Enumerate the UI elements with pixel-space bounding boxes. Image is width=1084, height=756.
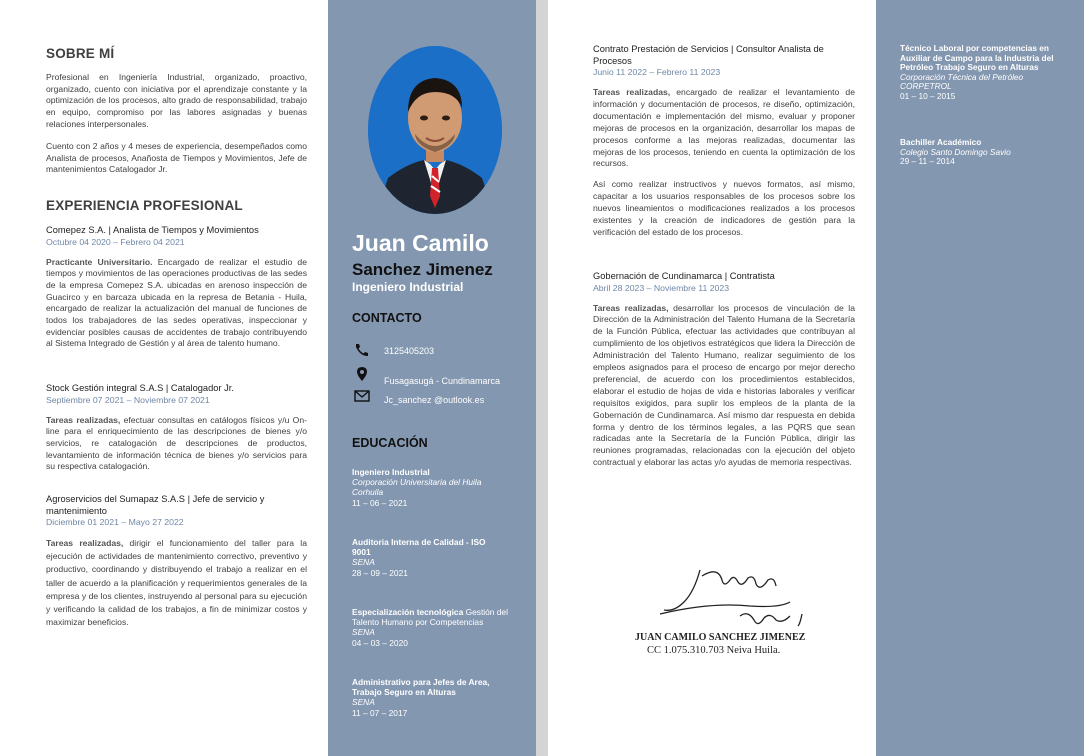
- job-entry: [46, 383, 307, 473]
- job-lead: Tareas realizadas,: [46, 538, 124, 548]
- job-description: [593, 303, 855, 470]
- job-dates: Junio 11 2022 – Febrero 11 2023: [593, 67, 721, 77]
- contact-phone: [352, 343, 532, 359]
- education-title: Administrativo para Jefes de Area, Trabajo Seguro en Alturas: [352, 677, 490, 698]
- education-institution: Corporación Técnica del Petróleo CORPETROL: [900, 71, 1024, 92]
- education-item: [352, 537, 502, 578]
- contact-phone-text: 3125405203: [384, 346, 435, 356]
- job-title: Comepez S.A. | Analista de Tiempos y Movimientos: [46, 225, 259, 235]
- job-dates: Octubre 04 2020 – Febrero 04 2021: [46, 236, 185, 247]
- job-lead: Practicante Universitario.: [46, 256, 153, 267]
- education-title: Técnico Laboral por competencias en Auxiliar de Campo para la Industria del Petróleo Trabajo Seguro en Alturas: [900, 43, 1054, 73]
- education-date: 29 – 11 – 2014: [900, 156, 955, 167]
- sidebar-panel: [876, 0, 1084, 756]
- education-item: [900, 138, 1068, 167]
- job-title: Contrato Prestación de Servicios | Consultor Analista de Procesos: [593, 44, 824, 66]
- job-text: efectuar consultas en catálogos físicos y/u On-line para el enriquecimiento de las descripciones de bienes y/o servicios, re catalogación de descripciones de productos, levantamiento de información técnica de bienes y/o servicios para su respectiva catalogación.: [46, 414, 307, 472]
- job-text: Encargado de realizar el estudio de tiempos y movimientos de las operaciones productivas de las sedes de la empresa Comepez S.A. ubicadas en arenoso inspección de Guacirco y en barcaza ubicada en la represa de Betania - Huila, encargado de realizar la actualización del manual de funciones de todos los trabajadores de las sedes operativas, inspeccionar y evidenciar posibles causas de accidentes de trabajo contribuyendo al Sistema Integrado de Gestión y al área de talento humano.: [46, 256, 307, 349]
- contact-email-text: Jc_sanchez @outlook.es: [384, 395, 485, 405]
- about-heading: SOBRE MÍ: [46, 46, 115, 61]
- envelope-icon: [354, 390, 370, 402]
- contact-location: [352, 366, 532, 386]
- education-title: Ingeniero Industrial: [352, 467, 430, 477]
- job-dates: Abril 28 2023 – Noviembre 11 2023: [593, 282, 730, 293]
- profile-first-name: Juan Camilo: [352, 230, 489, 256]
- education-title-rest: Gestión del Talento Humano por Competencias: [352, 607, 508, 628]
- job-lead: Tareas realizadas,: [46, 414, 121, 425]
- person-portrait-icon: [368, 46, 502, 214]
- about-paragraph-2: Cuento con 2 años y 4 meses de experiencia, desempeñados como Analista de procesos, Anañosta de Tiempos y Movimientos, Jefe de mantenimientos Catalogador Jr.: [46, 141, 307, 175]
- profile-last-name: Sanchez Jimenez: [352, 260, 493, 279]
- education-date: 04 – 03 – 2020: [352, 637, 408, 648]
- job-text: dirigir el funcionamiento del taller para la ejecución de actividades de mantenimiento correctivo, preventivo y productivo, coordinando y distribuyendo el trabajo a realizar en el taller de acuerdo a la planificación y requerimientos generales de la empresa y de los clientes, instruyendo al personal para su ejecución y verificando la calidad de los trabajos, a fin de minimizar costos y maximizar beneficios.: [46, 538, 307, 628]
- education-title: Auditoria Interna de Calidad - ISO 9001: [352, 537, 486, 558]
- profile-role: Ingeniero Industrial: [352, 280, 464, 294]
- education-item: [352, 677, 507, 718]
- education-institution: SENA: [352, 557, 375, 568]
- education-institution: SENA: [352, 697, 375, 708]
- education-title: Especialización tecnológica: [352, 607, 464, 617]
- signature-name: JUAN CAMILO SANCHEZ JIMENEZ: [635, 632, 806, 643]
- profile-photo: [368, 46, 502, 214]
- job-text: desarrollar los procesos de vinculación de la Dirección de la Administración del Talento Humana de la Secretaría de la Función Pública, efectuar las actividades que contribuyan al cumplimiento de los objetivos estratégicos que lidera la Dirección de Administración del Talento Humano, realizar seguimiento de los empleos asignados para el proceso de encargo por mejor derecho preferencial, de acuerdo con los procedimientos establecidos, elaborar el estudio de hojas de vida e historias laborales y verificar requisitos exigidos, para suplir los empleos de la planta de la Gobernación de Cundinamarca. Así mismo dar respuesta en debida forma y dentro de los términos legales, a las PQRS que sean radicadas ante la Secretaría de la Función Pública, dirigir las reuniones programadas, relacionadas con la ejecución del objeto contractual y elaborar las actas y/o ayudas de memoria respectivas.: [593, 302, 855, 468]
- contact-email: [352, 390, 532, 406]
- location-pin-icon: [354, 366, 370, 382]
- job-title: Stock Gestión integral S.A.S | Catalogador Jr.: [46, 383, 234, 393]
- about-paragraph-1: Profesional en Ingeniería Industrial, organizado, proactivo, organizado, cuento con iniciativa por el aprendizaje constante y la optimización de los procesos, alto grado de responsabilidad, trabajo en equipo, compromiso por las labores asignadas y buenas relaciones interpersonales.: [46, 72, 307, 129]
- contact-heading: CONTACTO: [352, 311, 422, 325]
- job-dates: Diciembre 01 2021 – Mayo 27 2022: [46, 517, 184, 527]
- job-entry: [593, 271, 855, 469]
- job-description-2: Así como realizar instructivos y nuevos formatos, así mismo, capacitar a los usuarios responsables de los procesos sobre los nuevos lineamientos o modificaciones realizados a los procesos existentes y la creación de indicadores de gestión para la verificación del estado de los procesos.: [593, 179, 855, 237]
- job-lead: Tareas realizadas,: [593, 87, 671, 97]
- signature-id: CC 1.075.310.703 Neiva Huila.: [647, 645, 781, 656]
- education-item: [900, 44, 1068, 102]
- education-item: [352, 607, 512, 648]
- job-entry: [593, 44, 855, 239]
- signature-block: [630, 562, 830, 660]
- education-institution: Colegio Santo Domingo Savio: [900, 146, 1011, 157]
- job-lead: Tareas realizadas,: [593, 302, 669, 313]
- education-heading: EDUCACIÓN: [352, 436, 428, 450]
- cv-page-1: [0, 0, 536, 756]
- education-date: 11 – 06 – 2021: [352, 497, 408, 508]
- page-gap: [536, 0, 548, 756]
- job-dates: Septiembre 07 2021 – Noviembre 07 2021: [46, 394, 210, 405]
- job-text: encargado de realizar el levantamiento de información y documentación de procesos, re diseño, optimización, documentación e implementación del mismo, evaluar y proponer mejoras de procesos en la organización, desarrollar los mapas de procesos conforme a las mejoras realizadas, documentar las mejoras de los procesos, teniendo en cuenta la optimización de los recursos.: [593, 87, 855, 169]
- job-entry: [46, 225, 307, 350]
- phone-icon: [354, 343, 370, 357]
- education-date: 28 – 09 – 2021: [352, 567, 408, 578]
- education-date: 11 – 07 – 2017: [352, 707, 408, 718]
- job-entry: [46, 494, 307, 629]
- education-title: Bachiller Académico: [900, 137, 982, 147]
- job-description: [593, 87, 855, 170]
- job-description: [46, 257, 307, 351]
- education-institution: Corporación Universitaria del Huila Corhuila: [352, 477, 482, 498]
- contact-location-text: Fusagasugá - Cundinamarca: [384, 376, 501, 386]
- job-title: Agroservicios del Sumapaz S.A.S | Jefe de servicio y mantenimiento: [46, 494, 265, 516]
- handwritten-signature: [630, 562, 830, 632]
- job-description: [46, 537, 307, 629]
- education-date: 01 – 10 – 2015: [900, 90, 956, 101]
- education-institution: SENA: [352, 627, 375, 638]
- experience-heading: EXPERIENCIA PROFESIONAL: [46, 198, 243, 213]
- job-title: Gobernación de Cundinamarca | Contratista: [593, 271, 775, 281]
- job-description: [46, 415, 307, 474]
- education-item: [352, 467, 512, 508]
